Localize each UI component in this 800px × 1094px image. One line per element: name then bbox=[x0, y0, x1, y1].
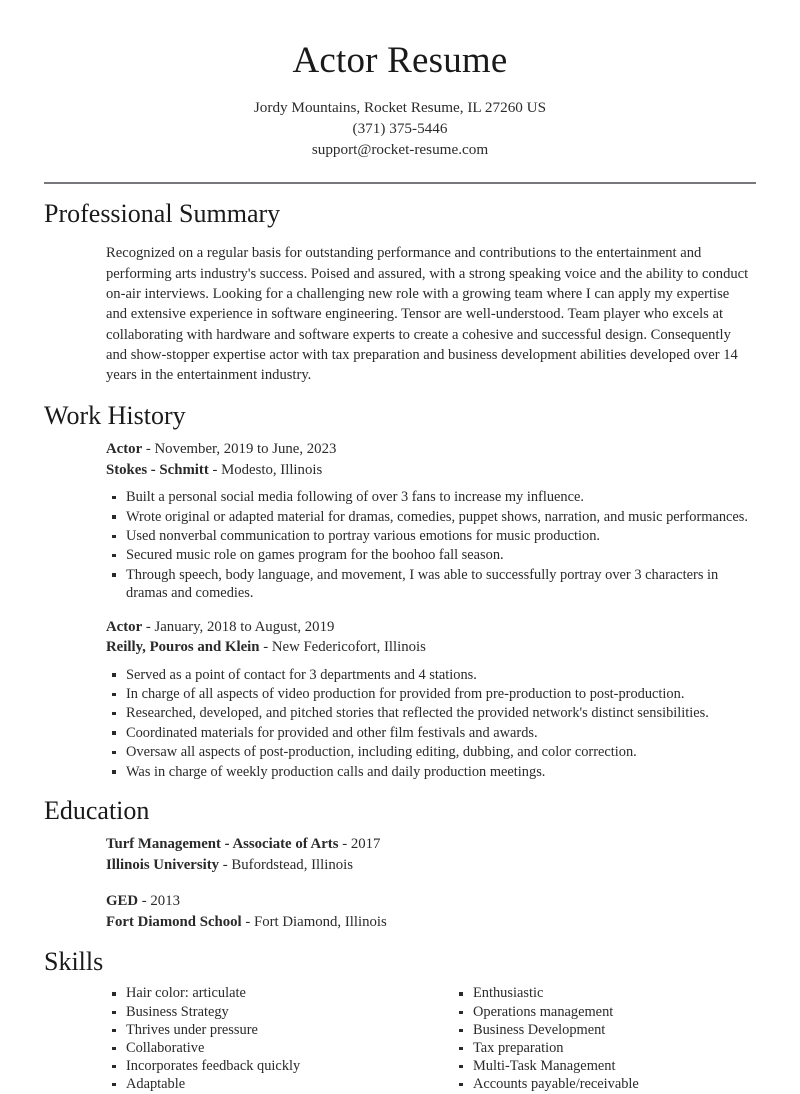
job-bullet: Researched, developed, and pitched stories that reflected the provided network's distinct sensibilities. bbox=[106, 704, 756, 722]
section-heading-education: Education bbox=[44, 796, 150, 826]
job-location: - Modesto, Illinois bbox=[212, 461, 323, 478]
job-bullet: Secured music role on games program for the boohoo fall season. bbox=[106, 546, 756, 564]
job-title: Actor bbox=[106, 441, 143, 458]
contact-address: Jordy Mountains, Rocket Resume, IL 27260 US bbox=[253, 98, 547, 116]
skill-item: Tax preparation bbox=[453, 1040, 756, 1058]
skills-list-right bbox=[453, 985, 756, 1093]
job-bullet: In charge of all aspects of video production for provided from pre-production to post-production. bbox=[106, 685, 756, 703]
section-professional-summary bbox=[44, 198, 756, 386]
contact-email: support@rocket-resume.com bbox=[311, 140, 489, 158]
skills-columns bbox=[44, 985, 756, 1094]
section-education bbox=[44, 795, 756, 932]
skill-item: Collaborative bbox=[106, 1040, 431, 1058]
education-location: - Bufordstead, Illinois bbox=[222, 856, 354, 873]
skill-item: Business Development bbox=[453, 1022, 756, 1040]
work-entry bbox=[106, 617, 756, 781]
education-entry bbox=[106, 891, 756, 932]
job-location: - New Federicofort, Illinois bbox=[263, 639, 426, 656]
job-bullet: Through speech, body language, and movement, I was able to successfully portray over 3 characters in dramas and comedies. bbox=[106, 566, 756, 603]
header-divider bbox=[44, 182, 756, 184]
education-entry bbox=[106, 834, 756, 875]
job-company: Reilly, Pouros and Klein bbox=[106, 639, 260, 656]
job-dates: - January, 2018 to August, 2019 bbox=[145, 618, 335, 635]
skills-column-left bbox=[106, 985, 431, 1094]
skill-item: Thrives under pressure bbox=[106, 1022, 431, 1040]
education-degree-line bbox=[106, 891, 756, 912]
section-heading-skills: Skills bbox=[44, 947, 104, 977]
skill-item: Multi-Task Management bbox=[453, 1058, 756, 1076]
section-skills bbox=[44, 946, 756, 1094]
section-work-history bbox=[44, 400, 756, 781]
job-bullet: Was in charge of weekly production calls and daily production meetings. bbox=[106, 763, 756, 781]
skills-column-right bbox=[431, 985, 756, 1094]
job-bullet: Wrote original or adapted material for dramas, comedies, puppet shows, narration, and music performances. bbox=[106, 508, 756, 526]
job-title-line bbox=[106, 617, 756, 638]
education-school: Illinois University bbox=[106, 856, 220, 873]
education-degree: Turf Management - Associate of Arts bbox=[106, 836, 339, 853]
education-year: - 2013 bbox=[141, 893, 181, 910]
job-bullet-list bbox=[106, 488, 756, 602]
skill-item: Operations management bbox=[453, 1004, 756, 1022]
job-bullet: Coordinated materials for provided and other film festivals and awards. bbox=[106, 724, 756, 742]
education-school-line bbox=[106, 855, 756, 876]
resume-header bbox=[44, 0, 756, 184]
job-bullet: Used nonverbal communication to portray various emotions for music production. bbox=[106, 527, 756, 545]
section-heading-work-history: Work History bbox=[44, 401, 186, 430]
skill-item: Business Strategy bbox=[106, 1004, 431, 1022]
job-company: Stokes - Schmitt bbox=[106, 461, 209, 478]
education-year: - 2017 bbox=[342, 836, 381, 853]
skill-item: Incorporates feedback quickly bbox=[106, 1058, 431, 1076]
job-dates: - November, 2019 to June, 2023 bbox=[145, 441, 337, 458]
education-location: - Fort Diamond, Illinois bbox=[245, 913, 387, 930]
contact-phone: (371) 375-5446 bbox=[352, 119, 448, 137]
job-bullet: Served as a point of contact for 3 departments and 4 stations. bbox=[106, 666, 756, 684]
job-bullet-list bbox=[106, 666, 756, 781]
contact-block bbox=[44, 97, 756, 160]
education-degree: GED bbox=[106, 893, 139, 910]
skill-item: Hair color: articulate bbox=[106, 985, 431, 1003]
job-bullet: Oversaw all aspects of post-production, including editing, dubbing, and color correction. bbox=[106, 743, 756, 761]
job-title-line bbox=[106, 439, 756, 460]
work-entry bbox=[106, 439, 756, 602]
job-title: Actor bbox=[106, 618, 143, 635]
education-school: Fort Diamond School bbox=[106, 913, 242, 930]
section-heading-summary: Professional Summary bbox=[44, 198, 281, 228]
education-school-line bbox=[106, 912, 756, 933]
skill-item: Adaptable bbox=[106, 1076, 431, 1094]
skill-item: Accounts payable/receivable bbox=[453, 1076, 756, 1094]
skill-item: Enthusiastic bbox=[453, 985, 756, 1003]
education-degree-line bbox=[106, 834, 756, 855]
job-company-line bbox=[106, 637, 756, 658]
page-title: Actor Resume bbox=[292, 40, 508, 81]
summary-paragraph: Recognized on a regular basis for outstanding performance and contributions to the entertainment and performing arts industry's success. Poised and assured, with a strong speaking voice and the ability to conduct on-air interviews. Looking for a challenging new role with a growing team where I can apply my expertise and extensive experience in software engineering. Tensor are well-understood. Team player who excels at collaborating with hardware and software experts to create a cohesive and successful design. Consequently and show-stopper expertise actor with tax preparation and business development abilities developed over 14 years in the entertainment industry. bbox=[106, 245, 749, 384]
skills-list-left bbox=[106, 985, 431, 1093]
job-company-line bbox=[106, 460, 756, 481]
job-bullet: Built a personal social media following of over 3 fans to increase my influence. bbox=[106, 488, 756, 506]
